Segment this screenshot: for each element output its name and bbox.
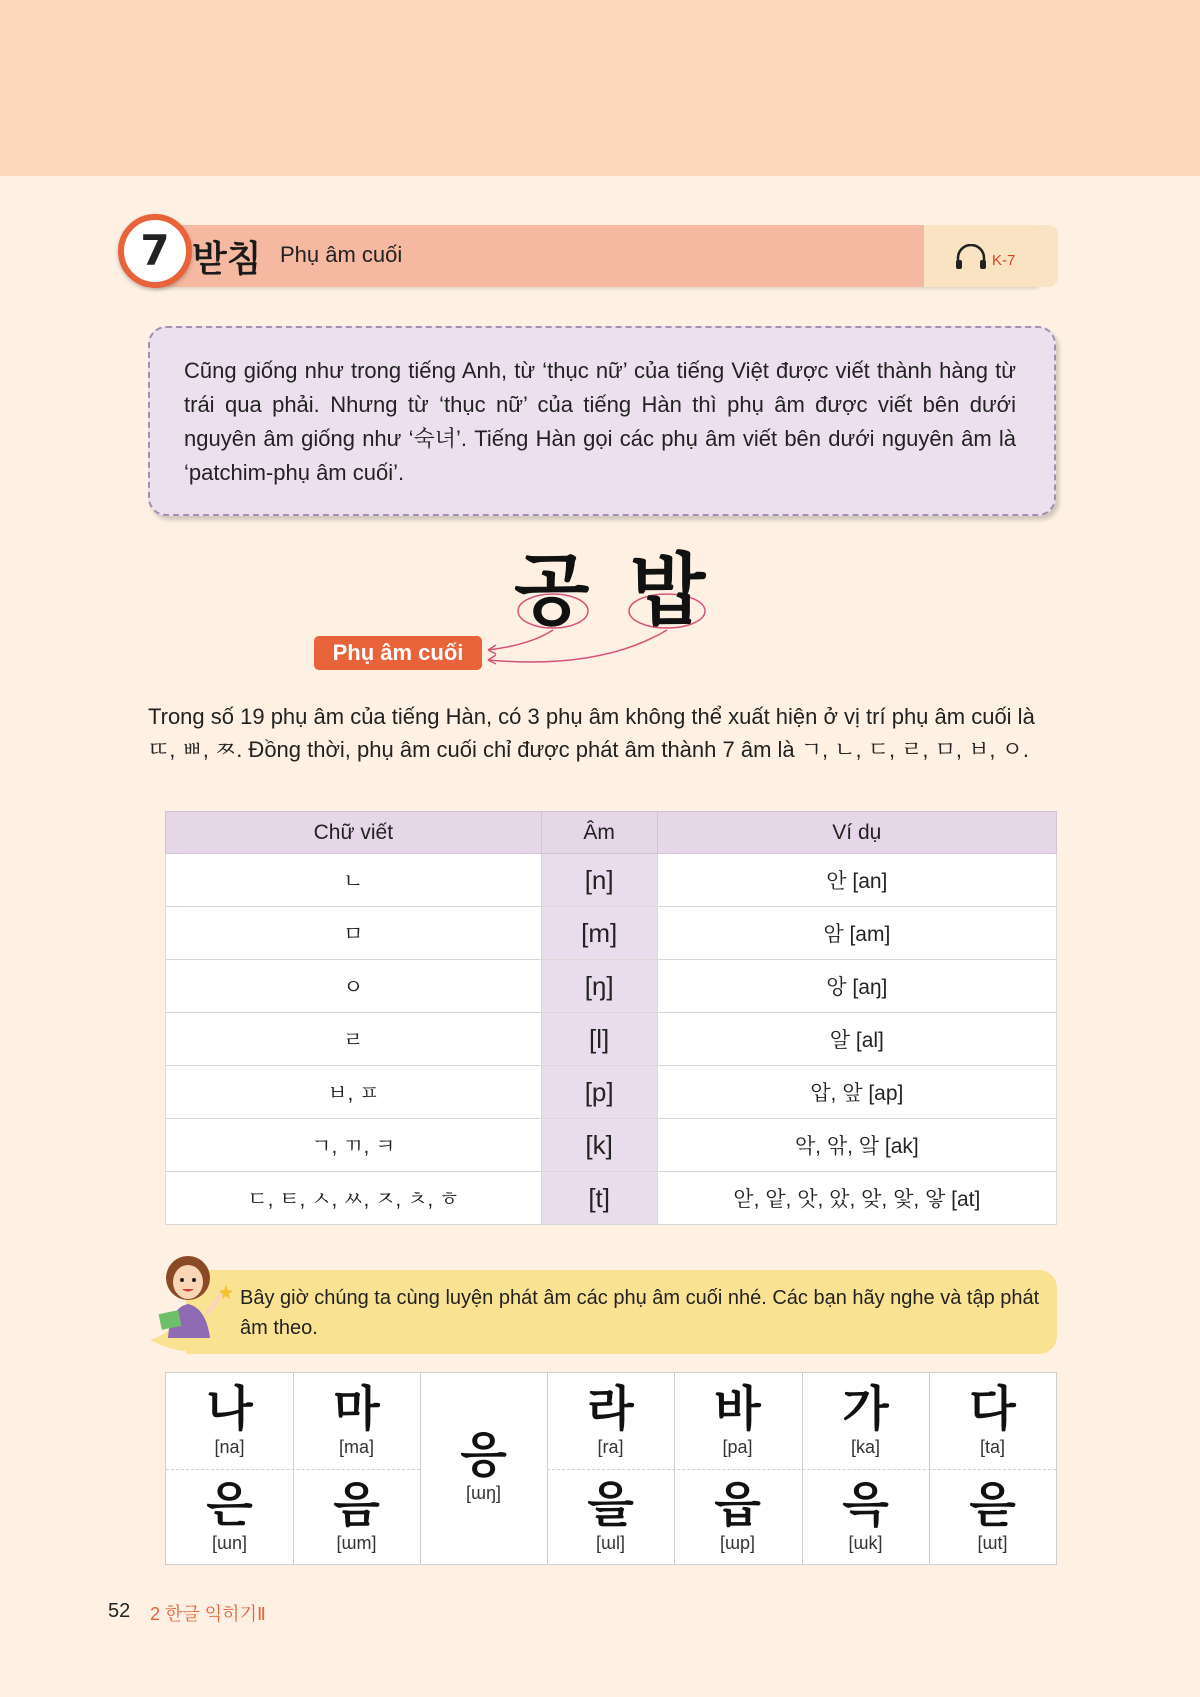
cell-letters: ㅁ bbox=[166, 907, 542, 960]
practice-romanization: [na] bbox=[214, 1437, 245, 1457]
section-title-korean: 받침 bbox=[192, 239, 262, 280]
practice-cell[interactable] bbox=[929, 1477, 1056, 1553]
column-header-sound: Âm bbox=[541, 812, 657, 854]
table-row bbox=[166, 1172, 1057, 1225]
practice-cell[interactable] bbox=[166, 1381, 293, 1457]
practice-cell[interactable] bbox=[929, 1381, 1056, 1457]
audio-tab[interactable] bbox=[924, 225, 1058, 287]
practice-romanization: [ɯp] bbox=[719, 1533, 755, 1553]
practice-syllable: 라 bbox=[587, 1381, 634, 1437]
practice-romanization: [ta] bbox=[979, 1437, 1005, 1457]
practice-syllable: 바 bbox=[714, 1381, 761, 1437]
practice-cell[interactable] bbox=[674, 1477, 801, 1553]
table-row bbox=[166, 907, 1057, 960]
practice-syllable: 가 bbox=[842, 1381, 889, 1437]
practice-syllable: 은 bbox=[206, 1477, 253, 1533]
example-syllable: 밥 bbox=[630, 546, 706, 636]
column-header-example: Ví dụ bbox=[657, 812, 1056, 854]
cell-example: 앙 [aŋ] bbox=[657, 960, 1056, 1013]
cell-sound: [l] bbox=[541, 1013, 657, 1066]
practice-syllable: 을 bbox=[587, 1477, 634, 1533]
practice-syllable: 음 bbox=[333, 1477, 380, 1533]
table-row bbox=[166, 854, 1057, 907]
practice-cell[interactable] bbox=[547, 1381, 674, 1457]
practice-cell[interactable] bbox=[293, 1381, 420, 1457]
example-syllable: 공 bbox=[514, 546, 590, 636]
intro-box bbox=[148, 326, 1056, 516]
practice-cell[interactable] bbox=[802, 1381, 929, 1457]
intro-text: Cũng giống như trong tiếng Anh, từ ‘thục nữ’ của tiếng Việt được viết thành hàng từ trái qua phải. Nhưng từ ‘thục nữ’ của tiếng Hàn thì phụ âm được viết bên dưới nguyên âm giống như ‘숙녀’. Tiếng Hàn gọi các phụ âm viết bên dưới nguyên âm là ‘patchim-phụ âm cuối’. bbox=[184, 358, 1016, 485]
audio-track-label[interactable]: K-7 bbox=[992, 252, 1016, 269]
cell-sound: [p] bbox=[541, 1066, 657, 1119]
final-consonant-tag: Phụ âm cuối bbox=[314, 636, 482, 670]
cell-letters: ㄱ, ㄲ, ㅋ bbox=[166, 1119, 542, 1172]
practice-cell[interactable] bbox=[166, 1477, 293, 1553]
practice-grid bbox=[165, 1372, 1057, 1565]
cell-letters: ㄷ, ㅌ, ㅅ, ㅆ, ㅈ, ㅊ, ㅎ bbox=[166, 1172, 542, 1225]
cell-letters: ㄴ bbox=[166, 854, 542, 907]
headphones-icon[interactable] bbox=[954, 244, 988, 270]
explanation-paragraph: Trong số 19 phụ âm của tiếng Hàn, có 3 phụ âm không thể xuất hiện ở vị trí phụ âm cuối là ㄸ, ㅃ, ㅉ. Đồng thời, phụ âm cuối chỉ được phát âm thành 7 âm là ㄱ, ㄴ, ㄷ, ㄹ, ㅁ, ㅂ, ㅇ. bbox=[148, 704, 1035, 762]
cell-example: 안 [an] bbox=[657, 854, 1056, 907]
table-row bbox=[166, 960, 1057, 1013]
cell-sound: [ŋ] bbox=[541, 960, 657, 1013]
table-header-row bbox=[166, 812, 1057, 854]
top-band bbox=[0, 0, 1200, 176]
practice-romanization: [ma] bbox=[338, 1437, 374, 1457]
practice-romanization: [ɯl] bbox=[596, 1533, 625, 1553]
practice-cell[interactable] bbox=[420, 1427, 547, 1503]
teacher-illustration-icon bbox=[154, 1252, 234, 1342]
final-consonant-table bbox=[165, 811, 1057, 1225]
section-title-vietnamese: Phụ âm cuối bbox=[280, 242, 403, 267]
chapter-label: 2 한글 익히기Ⅱ bbox=[150, 1604, 266, 1624]
practice-romanization: [pa] bbox=[722, 1437, 753, 1457]
cell-letters: ㅇ bbox=[166, 960, 542, 1013]
section-number: 7 bbox=[118, 214, 192, 288]
practice-romanization: [ɯn] bbox=[211, 1533, 247, 1553]
cell-sound: [m] bbox=[541, 907, 657, 960]
practice-syllable: 윽 bbox=[842, 1477, 889, 1533]
cell-example: 악, 앆, 앜 [ak] bbox=[657, 1119, 1056, 1172]
practice-syllable: 응 bbox=[460, 1427, 507, 1483]
practice-romanization: [ka] bbox=[850, 1437, 880, 1457]
cell-example: 앋, 앝, 앗, 았, 앚, 앛, 앟 [at] bbox=[657, 1172, 1056, 1225]
cell-sound: [t] bbox=[541, 1172, 657, 1225]
table-row bbox=[166, 1013, 1057, 1066]
practice-cell[interactable] bbox=[802, 1477, 929, 1553]
cell-example: 알 [al] bbox=[657, 1013, 1056, 1066]
cell-example: 압, 앞 [ap] bbox=[657, 1066, 1056, 1119]
table-row bbox=[166, 1119, 1057, 1172]
speech-bubble-text: Bây giờ chúng ta cùng luyện phát âm các phụ âm cuối nhé. Các bạn hãy nghe và tập phát âm theo. bbox=[240, 1287, 1040, 1339]
practice-romanization: [ɯŋ] bbox=[465, 1483, 501, 1503]
cell-sound: [k] bbox=[541, 1119, 657, 1172]
cell-example: 암 [am] bbox=[657, 907, 1056, 960]
table-row bbox=[166, 1066, 1057, 1119]
practice-syllable: 읃 bbox=[969, 1477, 1016, 1533]
practice-syllable: 읍 bbox=[714, 1477, 761, 1533]
practice-romanization: [ɯm] bbox=[336, 1533, 377, 1553]
page-number: 52 bbox=[108, 1600, 131, 1622]
cell-letters: ㅂ, ㅍ bbox=[166, 1066, 542, 1119]
practice-romanization: [ra] bbox=[597, 1437, 624, 1457]
cell-sound: [n] bbox=[541, 854, 657, 907]
cell-letters: ㄹ bbox=[166, 1013, 542, 1066]
practice-cell[interactable] bbox=[547, 1477, 674, 1553]
practice-syllable: 나 bbox=[206, 1381, 253, 1437]
column-header-letters: Chữ viết bbox=[166, 812, 542, 854]
practice-syllable: 다 bbox=[969, 1381, 1016, 1437]
practice-romanization: [ɯk] bbox=[848, 1533, 883, 1553]
practice-cell[interactable] bbox=[674, 1381, 801, 1457]
practice-romanization: [ɯt] bbox=[977, 1533, 1008, 1553]
section-header bbox=[118, 214, 1058, 290]
practice-cell[interactable] bbox=[293, 1477, 420, 1553]
practice-syllable: 마 bbox=[333, 1381, 380, 1437]
